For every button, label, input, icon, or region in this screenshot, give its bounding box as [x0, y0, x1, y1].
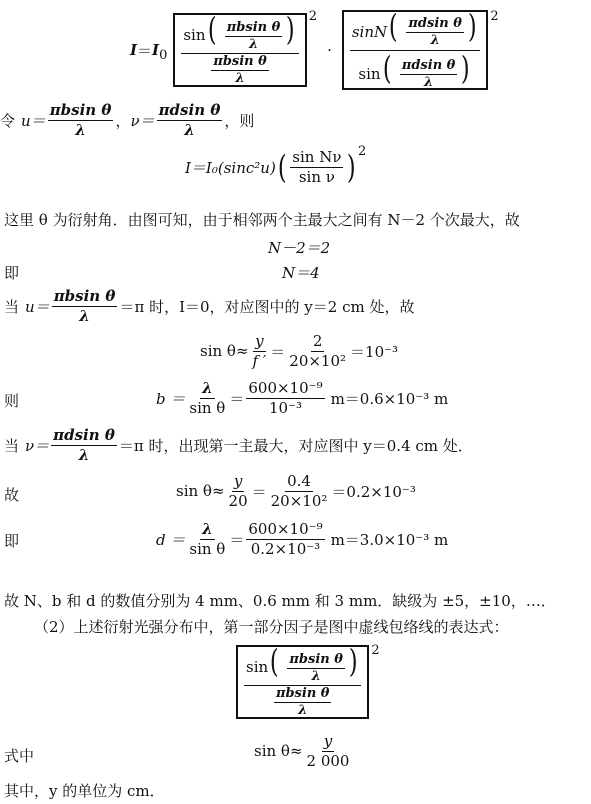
var-I: I — [130, 41, 138, 59]
text-theta-explanation: 这里 θ 为衍射角．由图可知，由于相邻两个主最大之间有 N－2 个次最大，故 — [4, 211, 520, 229]
formula-sin-theta-1: sin θ≈ $\frac{y}{f '}$ ＝ $\frac{2}{\text{20×10²}}$ ＝10⁻³ — [200, 332, 399, 370]
formula-y-2000: sin θ≈ $\frac{y}{2 000}$ — [254, 732, 350, 770]
label-ji-2: 即 — [4, 532, 20, 550]
formula-envelope: sin( $\frac{\text{πbsin θ}}{\lambda}$ ) $\frac{\text{πbsin θ}}{\lambda}$ 2 — [236, 640, 380, 724]
label-ji-1: 即 — [4, 264, 20, 282]
formula-intensity: I ＝ I 0 sin( $\frac{\text{πbsin θ}}{\lambda}$ ) $\frac{\text{πbsin θ}}{\lambda}$ 2 · sinN( $\frac{\text{πdsin θ}}{\lambda}$ ) sin( $\frac{\text{πdsin θ}}{\lambda}$ ) 2 — [130, 6, 499, 90]
eq-n-minus-2: N－2＝2 — [268, 239, 331, 257]
formula-b: b ＝ $\frac{\lambda}{\text{sin θ}}$ ＝ $\frac{\text{600×10⁻⁹}}{\text{10⁻³}}$ m＝0.6×10⁻³ m — [156, 379, 449, 417]
label-shizhong: 式中 — [4, 747, 35, 765]
text-part-2: （2）上述衍射光强分布中，第一部分因子是图中虚线包络线的表达式： — [34, 618, 509, 636]
text-y-unit: 其中，y 的单位为 cm． — [4, 782, 165, 800]
label-ze: 则 — [4, 392, 20, 410]
label-gu: 故 — [4, 486, 20, 504]
sub-0: 0 — [159, 47, 168, 63]
text-conclusion: 故 N、b 和 d 的数值分别为 4 mm、0.6 mm 和 3 mm．缺级为 ±5，±10，…． — [4, 592, 556, 610]
line-when-v: 当 ν＝ $\frac{\text{πdsin θ}}{\lambda}$ ＝π 时，出现第一主最大，对应图中 y＝0.4 cm 处． — [4, 426, 473, 464]
eq-n-4: N＝4 — [282, 264, 320, 282]
bracket-multi-slit: sinN( $\frac{\text{πdsin θ}}{\lambda}$ ) sin( $\frac{\text{πdsin θ}}{\lambda}$ ) — [342, 10, 489, 91]
line-let-u-v: 令 u＝ $\frac{\text{πbsin θ}}{\lambda}$ ， ν＝ $\frac{\text{πdsin θ}}{\lambda}$ ，则 — [0, 101, 255, 139]
line-when-u: 当 u＝ $\frac{\text{πbsin θ}}{\lambda}$ ＝π 时，I＝0，对应图中的 y＝2 cm 处，故 — [4, 287, 415, 325]
formula-sin-theta-2: sin θ≈ $\frac{y}{20}$ ＝ $\frac{0.4}{\text{20×10²}}$ ＝0.2×10⁻³ — [176, 472, 416, 510]
formula-sinc: I＝I₀(sinc²u) ( $\frac{\text{sin Nν}}{\text{sin ν}}$ ) 2 — [185, 143, 367, 186]
formula-d: d ＝ $\frac{\lambda}{\text{sin θ}}$ ＝ $\frac{\text{600×10⁻⁹}}{\text{0.2×10⁻³}}$ m＝3.0×10⁻³ m — [156, 520, 449, 558]
var-I0: I — [152, 41, 160, 59]
bracket-single-slit: sin( $\frac{\text{πbsin θ}}{\lambda}$ ) $\frac{\text{πbsin θ}}{\lambda}$ — [173, 13, 306, 86]
